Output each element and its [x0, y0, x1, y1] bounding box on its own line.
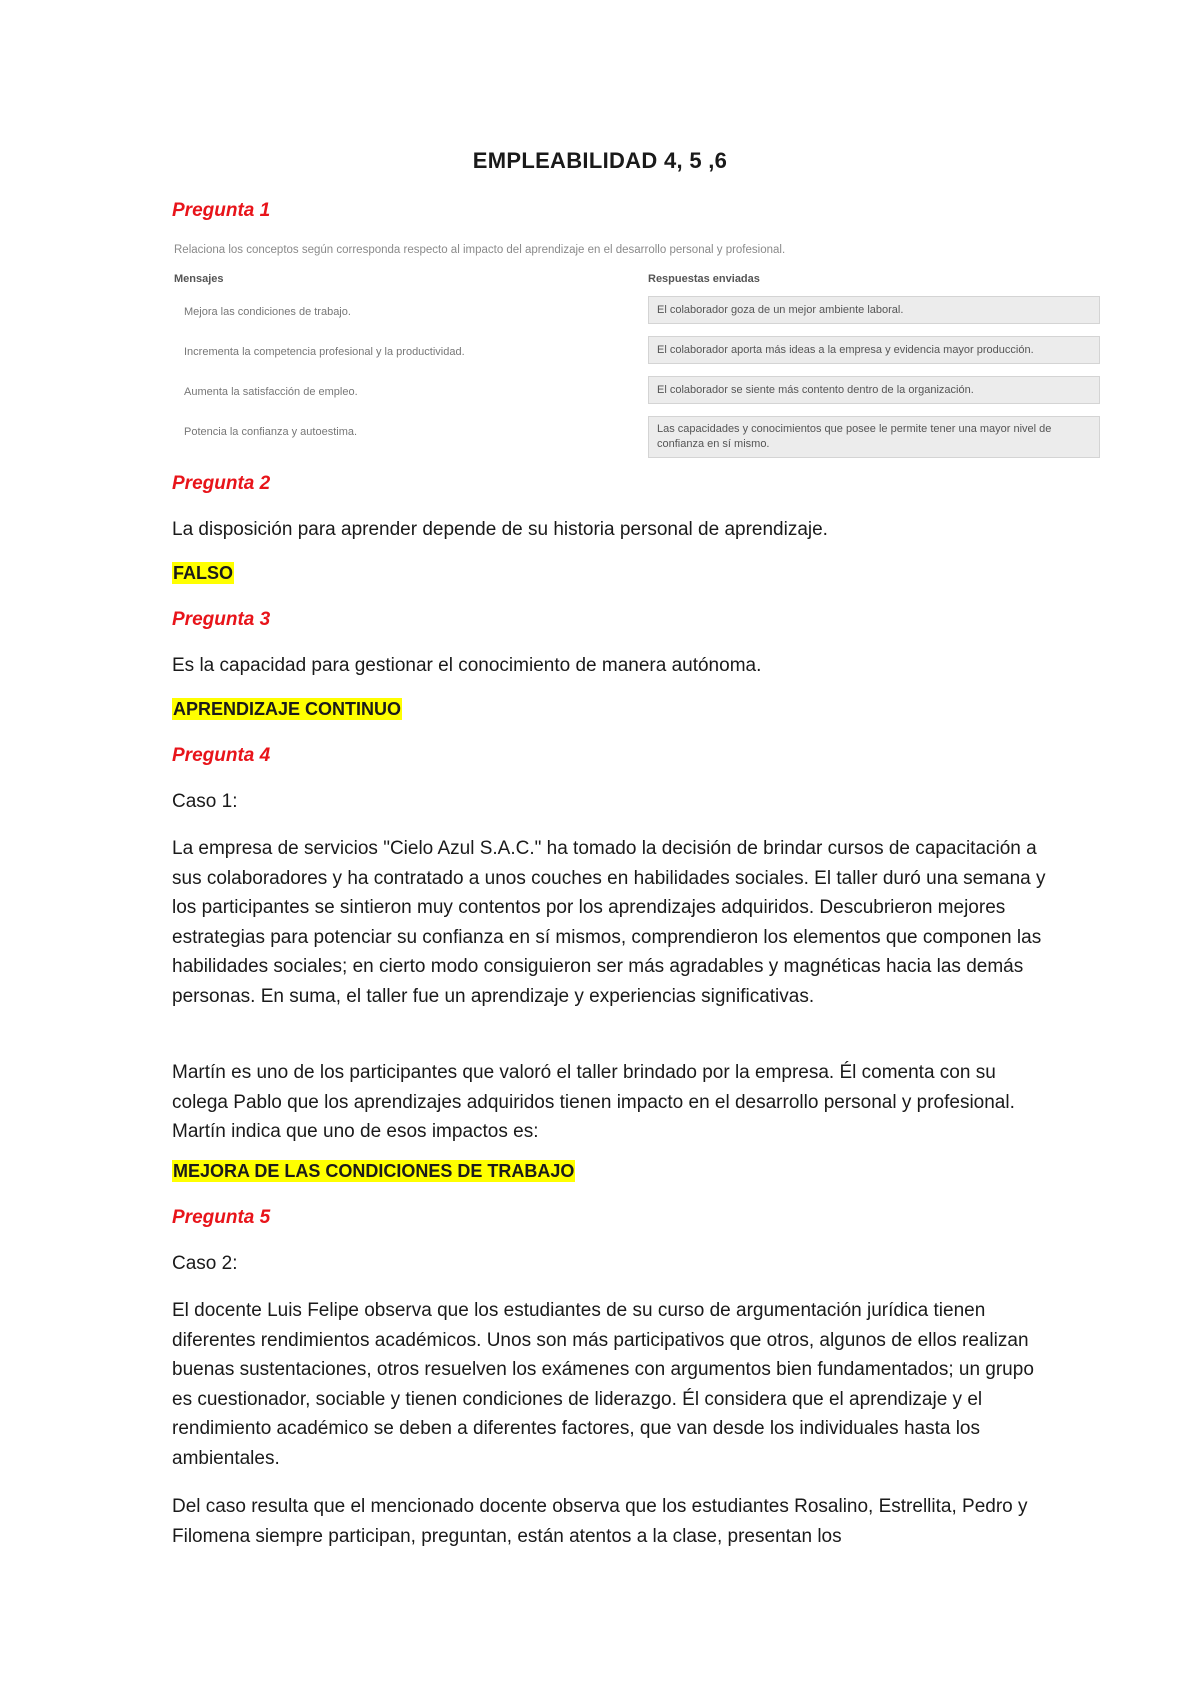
question-1-label: Pregunta 1 [172, 200, 271, 221]
question-5-paragraph-2: Del caso resulta que el mencionado docente observa que los estudiantes Rosalino, Estrellita, Pedro y Filomena siempre participan, preguntan, están atentos a la clase, presentan los [172, 1496, 1028, 1547]
matching-message: Mejora las condiciones de trabajo. [184, 306, 351, 318]
matching-message: Potencia la confianza y autoestima. [184, 426, 358, 438]
question-4-answer [172, 1161, 575, 1182]
document-title: EMPLEABILIDAD 4, 5 ,6 [472, 148, 728, 173]
answers-column-header: Respuestas enviadas [648, 273, 760, 285]
question-3-text: Es la capacidad para gestionar el conocimiento de manera autónoma. [172, 655, 762, 676]
question-5-case: Caso 2: [172, 1253, 238, 1274]
question-4-label: Pregunta 4 [172, 745, 271, 766]
question-4-paragraph-2: Martín es uno de los participantes que valoró el taller brindado por la empresa. Él comenta con su colega Pablo que los aprendizajes adquiridos tienen impacto en el desarrollo personal y profesional. Martín indica que uno de esos impactos es: [172, 1062, 1015, 1142]
question-4-case: Caso 1: [172, 791, 238, 812]
question-2-text: La disposición para aprender depende de su historia personal de aprendizaje. [172, 519, 828, 540]
messages-column-header: Mensajes [174, 273, 224, 285]
answer-highlight: MEJORA DE LAS CONDICIONES DE TRABAJO [173, 1161, 575, 1181]
matching-answer-box: El colaborador aporta más ideas a la empresa y evidencia mayor producción. [648, 336, 1100, 364]
question-2-label: Pregunta 2 [172, 473, 271, 494]
question-3-label: Pregunta 3 [172, 609, 271, 630]
matching-instruction: Relaciona los conceptos según corresponda respecto al impacto del aprendizaje en el desarrollo personal y profesional. [174, 244, 786, 256]
matching-message: Incrementa la competencia profesional y la productividad. [184, 346, 465, 358]
question-3-answer [172, 699, 402, 720]
question-4-paragraph-1: La empresa de servicios "Cielo Azul S.A.C." ha tomado la decisión de brindar cursos de capacitación a sus colaboradores y ha contratado a unos couches en habilidades sociales. El taller duró una semana y los participantes se sintieron muy contentos por los aprendizajes adquiridos. Descubrieron mejores estrategias para potenciar su confianza en sí mismos, comprendieron los elementos que componen las habilidades sociales; en cierto modo consiguieron ser más agradables y magnéticas hacia las demás personas. En suma, el taller fue un aprendizaje y experiencias significativas. [172, 838, 1046, 1007]
matching-answer-box: Las capacidades y conocimientos que posee le permite tener una mayor nivel de confianza en sí mismo. [648, 416, 1100, 458]
answer-highlight: APRENDIZAJE CONTINUO [173, 699, 402, 719]
question-2-answer [172, 563, 234, 584]
matching-question-screenshot [170, 240, 1110, 460]
answer-highlight: FALSO [173, 563, 234, 583]
question-5-label: Pregunta 5 [172, 1207, 271, 1228]
matching-answer-box: El colaborador se siente más contento dentro de la organización. [648, 376, 1100, 404]
matching-message: Aumenta la satisfacción de empleo. [184, 386, 358, 398]
matching-answer-box: El colaborador goza de un mejor ambiente laboral. [648, 296, 1100, 324]
question-5-paragraph-1: El docente Luis Felipe observa que los estudiantes de su curso de argumentación jurídica tienen diferentes rendimientos académicos. Unos son más participativos que otros, algunos de ellos realizan buenas sustentaciones, otros resuelven los exámenes con argumentos bien fundamentados; un grupo es cuestionador, sociable y tienen condiciones de liderazgo. Él considera que el aprendizaje y el rendimiento académico se deben a diferentes factores, que van desde los individuales hasta los ambientales. [172, 1300, 1034, 1469]
